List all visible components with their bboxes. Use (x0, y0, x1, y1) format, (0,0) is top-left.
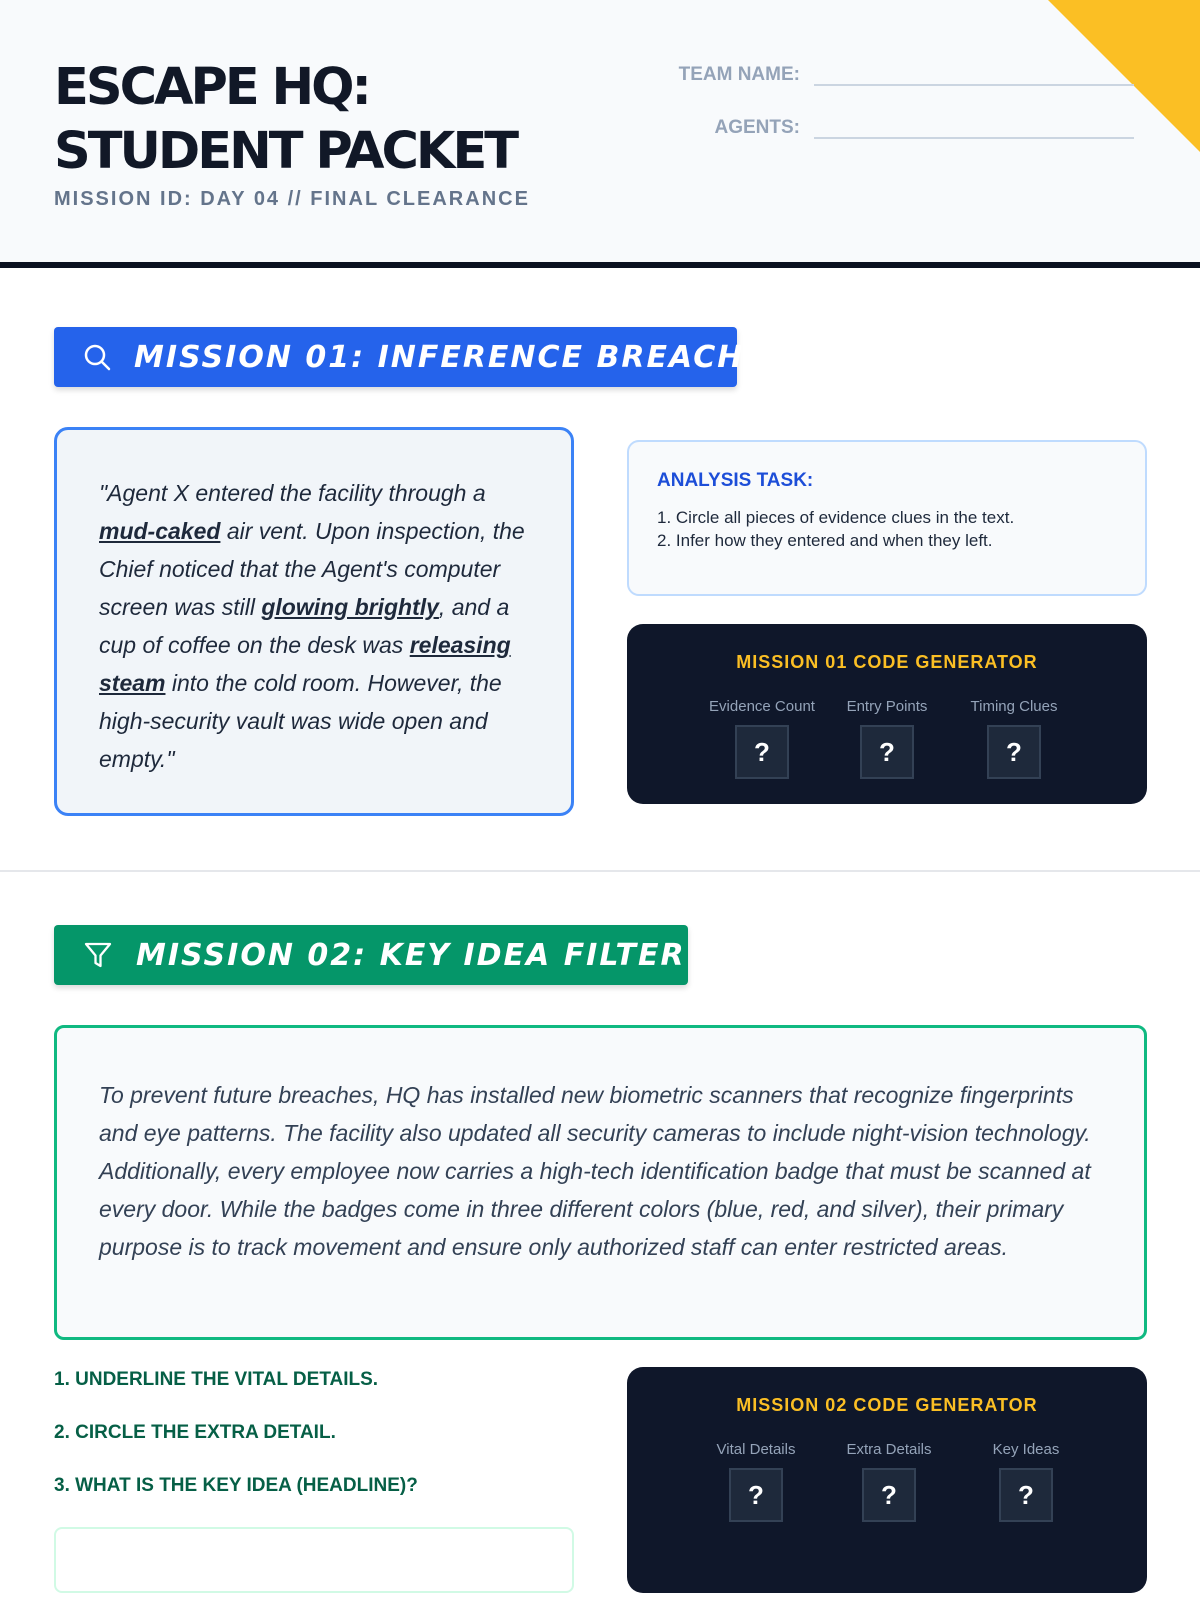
code-digit-box[interactable]: ? (729, 1468, 783, 1522)
story-text: into the cold room. However, the high-security vault was wide open and empty." (99, 670, 502, 772)
code-generator-title: MISSION 02 CODE GENERATOR (736, 1395, 1038, 1415)
analysis-task-item: 1. Circle all pieces of evidence clues in the text. (657, 508, 1015, 527)
code-digit-box[interactable]: ? (860, 725, 914, 779)
team-name-label: TEAM NAME: (678, 64, 800, 85)
code-column-label: Evidence Count (709, 698, 815, 715)
code-generator-title: MISSION 01 CODE GENERATOR (736, 652, 1038, 672)
story-text: "Agent X entered the facility through a (99, 480, 486, 506)
mission1-title: MISSION 01: INFERENCE BREACH (134, 339, 745, 375)
page-title-line2: STUDENT PACKET (54, 122, 517, 181)
instruction-item: 1. UNDERLINE THE VITAL DETAILS. (54, 1369, 379, 1390)
mission1-header (54, 327, 745, 387)
mission2-story: To prevent future breaches, HQ has installed new biometric scanners that recognize fingerprints and eye patterns. The facility also updated all security cameras to include night-vision technology. Additionally, every employee now carries a high-tech identification badge that must be scanned at every door. While the badges come in three different colors (blue, red, and silver), their primary purpose is to track movement and ensure only authorized staff can enter restricted areas. (54, 1025, 1147, 1340)
mission2-title: MISSION 02: KEY IDEA FILTER (136, 937, 686, 973)
analysis-task-title: ANALYSIS TASK: (657, 470, 814, 491)
evidence-clue: glowing brightly (261, 594, 439, 620)
code-column-vital-details (681, 1441, 831, 1522)
code-digit-box[interactable]: ? (987, 725, 1041, 779)
filter-icon (82, 939, 114, 971)
mission2-code-generator (627, 1367, 1147, 1593)
story-text: air vent. Upon inspection, the Chief noticed that the Agent's computer screen was still (99, 518, 525, 620)
analysis-task-card (627, 440, 1147, 596)
code-column-label: Key Ideas (992, 1441, 1060, 1458)
key-idea-answer-box[interactable] (54, 1527, 574, 1593)
search-icon (82, 341, 112, 373)
code-column-extra-details (814, 1441, 964, 1522)
team-name-input-line[interactable] (814, 60, 1134, 86)
code-digit-box[interactable]: ? (862, 1468, 916, 1522)
story-text: , and a cup of coffee on the desk was (99, 594, 510, 658)
page-header (0, 0, 1200, 268)
code-digit-box[interactable]: ? (999, 1468, 1053, 1522)
section-divider (0, 870, 1200, 872)
agents-field (600, 113, 1134, 139)
team-name-field (600, 60, 1134, 86)
code-column-key-ideas (951, 1441, 1101, 1522)
instruction-item: 2. CIRCLE THE EXTRA DETAIL. (54, 1422, 336, 1443)
code-column-label: Vital Details (716, 1441, 796, 1458)
mission2-header (54, 925, 688, 985)
code-column-label: Extra Details (846, 1441, 932, 1458)
page-title-line1: ESCAPE HQ: (54, 58, 369, 117)
instruction-item: 3. WHAT IS THE KEY IDEA (HEADLINE)? (54, 1475, 418, 1496)
mission-id: MISSION ID: DAY 04 // FINAL CLEARANCE (54, 188, 530, 210)
code-digit-box[interactable]: ? (735, 725, 789, 779)
code-column-label: Entry Points (846, 698, 928, 715)
evidence-clue: releasing steam (99, 632, 511, 696)
analysis-task-item: 2. Infer how they entered and when they left. (657, 531, 993, 550)
page-title (54, 56, 516, 184)
code-column-timing-clues (939, 698, 1089, 779)
agents-input-line[interactable] (814, 113, 1134, 139)
mission1-code-generator (627, 624, 1147, 804)
agents-label: AGENTS: (714, 117, 800, 138)
evidence-clue: mud-caked (99, 518, 221, 544)
mission1-story (54, 427, 574, 816)
code-column-label: Timing Clues (970, 698, 1058, 715)
